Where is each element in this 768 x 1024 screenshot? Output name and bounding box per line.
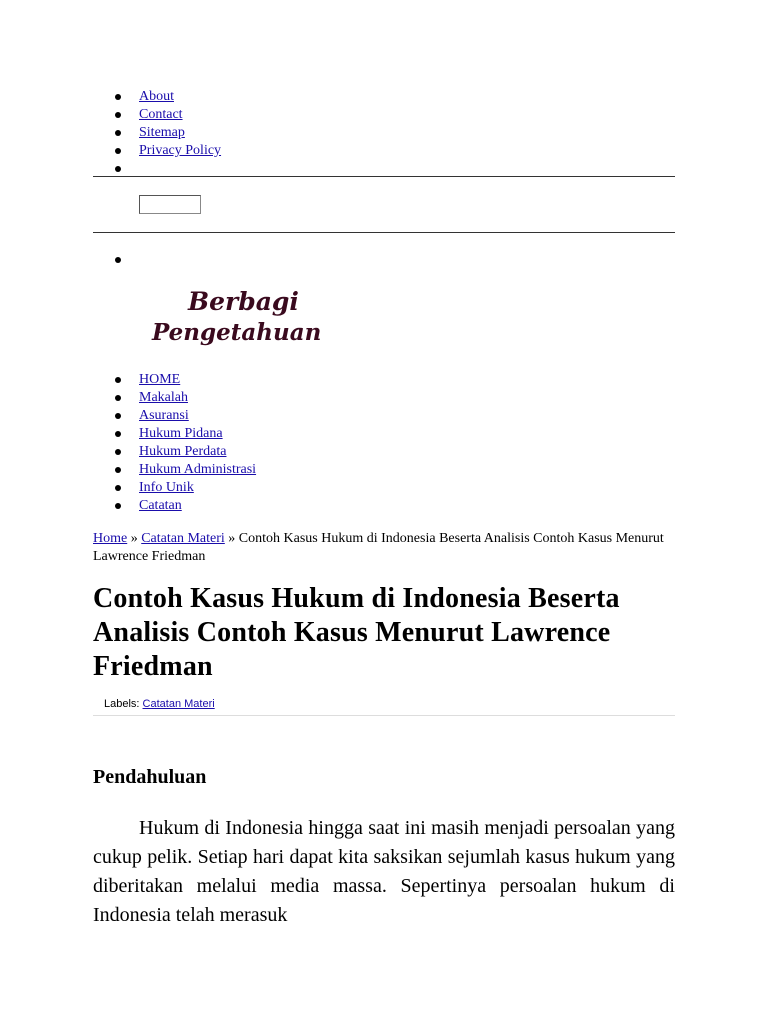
post-labels [104, 697, 215, 711]
main-nav-item-hukum-administrasi[interactable] [93, 461, 675, 479]
main-nav-item-info-unik[interactable] [93, 479, 675, 497]
bullet-icon [115, 166, 121, 172]
bullet-icon [115, 485, 121, 491]
top-nav-item-about[interactable] [93, 88, 675, 106]
main-navigation [93, 371, 675, 515]
bullet-icon [115, 503, 121, 509]
bullet-icon [115, 395, 121, 401]
asuransi-link[interactable]: Asuransi [139, 408, 189, 423]
makalah-link[interactable]: Makalah [139, 390, 188, 405]
bullet-icon [115, 431, 121, 437]
breadcrumb-current: Contoh Kasus Hukum di Indonesia Beserta Analisis Contoh Kasus Menurut Lawrence Friedman [93, 531, 664, 564]
bullet-icon [115, 94, 121, 100]
top-navigation [93, 88, 675, 178]
main-nav-item-hukum-pidana[interactable] [93, 425, 675, 443]
label-link[interactable]: Catatan Materi [142, 698, 215, 710]
hukum-pidana-link[interactable]: Hukum Pidana [139, 426, 223, 441]
top-nav-item-sitemap[interactable] [93, 124, 675, 142]
main-nav-item-hukum-perdata[interactable] [93, 443, 675, 461]
info-unik-link[interactable]: Info Unik [139, 480, 194, 495]
logo-line2: Pengetahuan [152, 319, 322, 346]
bullet-icon [115, 148, 121, 154]
divider-bottom [93, 232, 675, 233]
divider-top [93, 176, 675, 177]
main-nav-item-asuransi[interactable] [93, 407, 675, 425]
labels-prefix: Labels: [104, 698, 143, 710]
top-nav-item-privacy-policy[interactable] [93, 142, 675, 160]
home-link[interactable]: HOME [139, 372, 181, 387]
bullet-icon [115, 413, 121, 419]
main-nav-item-home[interactable] [93, 371, 675, 389]
search-input[interactable] [139, 195, 201, 214]
bullet-icon [115, 112, 121, 118]
about-link[interactable]: About [139, 89, 174, 104]
logo-line1: Berbagi [188, 287, 299, 316]
catatan-link[interactable]: Catatan [139, 498, 182, 513]
site-logo[interactable] [148, 280, 334, 356]
bullet-icon [115, 467, 121, 473]
main-nav-item-catatan[interactable] [93, 497, 675, 515]
post-header-divider [93, 715, 675, 716]
main-nav-item-makalah[interactable] [93, 389, 675, 407]
bullet-icon [115, 449, 121, 455]
privacy-policy-link[interactable]: Privacy Policy [139, 143, 222, 158]
sitemap-link[interactable]: Sitemap [139, 125, 185, 140]
hukum-perdata-link[interactable]: Hukum Perdata [139, 444, 227, 459]
breadcrumb [93, 530, 675, 566]
breadcrumb-separator: » [127, 531, 142, 546]
bullet-icon [115, 257, 121, 263]
logo-list [93, 251, 675, 269]
bullet-icon [115, 377, 121, 383]
post-title: Contoh Kasus Hukum di Indonesia Beserta Analisis Contoh Kasus Menurut Lawrence Friedman [93, 583, 620, 682]
hukum-administrasi-link[interactable]: Hukum Administrasi [139, 462, 257, 477]
post-paragraph: Hukum di Indonesia hingga saat ini masih menjadi persoalan yang cukup pelik. Setiap hari dapat kita saksikan sejumlah kasus hukum yang diberitakan melalui media massa. Sepertinya persoalan hukum di Indonesia telah merasuk [93, 817, 675, 926]
contact-link[interactable]: Contact [139, 107, 183, 122]
logo-list-item [93, 251, 675, 269]
breadcrumb-separator: » [224, 531, 239, 546]
section-heading: Pendahuluan [93, 766, 207, 788]
top-nav-item-contact[interactable] [93, 106, 675, 124]
breadcrumb-home-link[interactable]: Home [93, 531, 128, 546]
breadcrumb-category-link[interactable]: Catatan Materi [141, 531, 225, 546]
bullet-icon [115, 130, 121, 136]
